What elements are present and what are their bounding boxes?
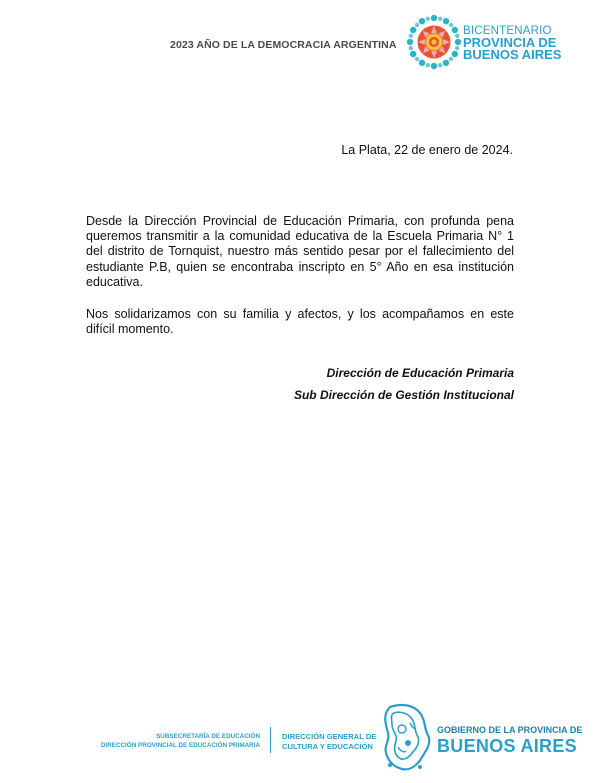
brand-buenos-aires: BUENOS AIRES	[463, 47, 562, 62]
footer-sub-line1: SUBSECRETARÍA DE EDUCACIÓN	[156, 733, 260, 740]
provincia-emblem-icon	[380, 703, 432, 773]
brand-provincia: PROVINCIA DE	[463, 35, 557, 50]
header-year-motto: 2023 AÑO DE LA DEMOCRACIA ARGENTINA	[170, 39, 397, 51]
footer-sub-line2: DIRECCIÓN PROVINCIAL DE EDUCACIÓN PRIMARIA	[100, 742, 260, 749]
letter-date: La Plata, 22 de enero de 2024.	[341, 143, 513, 157]
footer-subsecretaria	[101, 732, 260, 750]
footer-dir-line1: DIRECCIÓN GENERAL DE	[282, 732, 377, 741]
footer-direccion-general	[282, 732, 376, 752]
brand-bicentenario: BICENTENARIO	[463, 25, 552, 37]
header-brand	[463, 25, 561, 61]
footer-gov-line1: GOBIERNO DE LA PROVINCIA DE	[437, 725, 583, 735]
letter-paragraph-2: Nos solidarizamos con su familia y afectos, y los acompañamos en este difícil momento.	[86, 307, 514, 337]
letter-paragraph-1: Desde la Dirección Provincial de Educación Primaria, con profunda pena queremos transmitir a la comunidad educativa de la Escuela Primaria N° 1 del distrito de Tornquist, nuestro más sentido pesar por el fallecimiento del estudiante P.B, quien se encontraba inscripto en 5° Año en esa institución educativa.	[86, 214, 514, 289]
signature-direccion: Dirección de Educación Primaria	[326, 366, 514, 380]
footer-divider	[270, 727, 271, 753]
footer-gobierno	[437, 725, 582, 756]
bicentenario-sun-logo-icon	[406, 14, 462, 70]
footer-dir-line2: CULTURA Y EDUCACIÓN	[282, 742, 373, 751]
footer-gov-line2: BUENOS AIRES	[437, 736, 577, 756]
signature-subdireccion: Sub Dirección de Gestión Institucional	[293, 388, 514, 402]
